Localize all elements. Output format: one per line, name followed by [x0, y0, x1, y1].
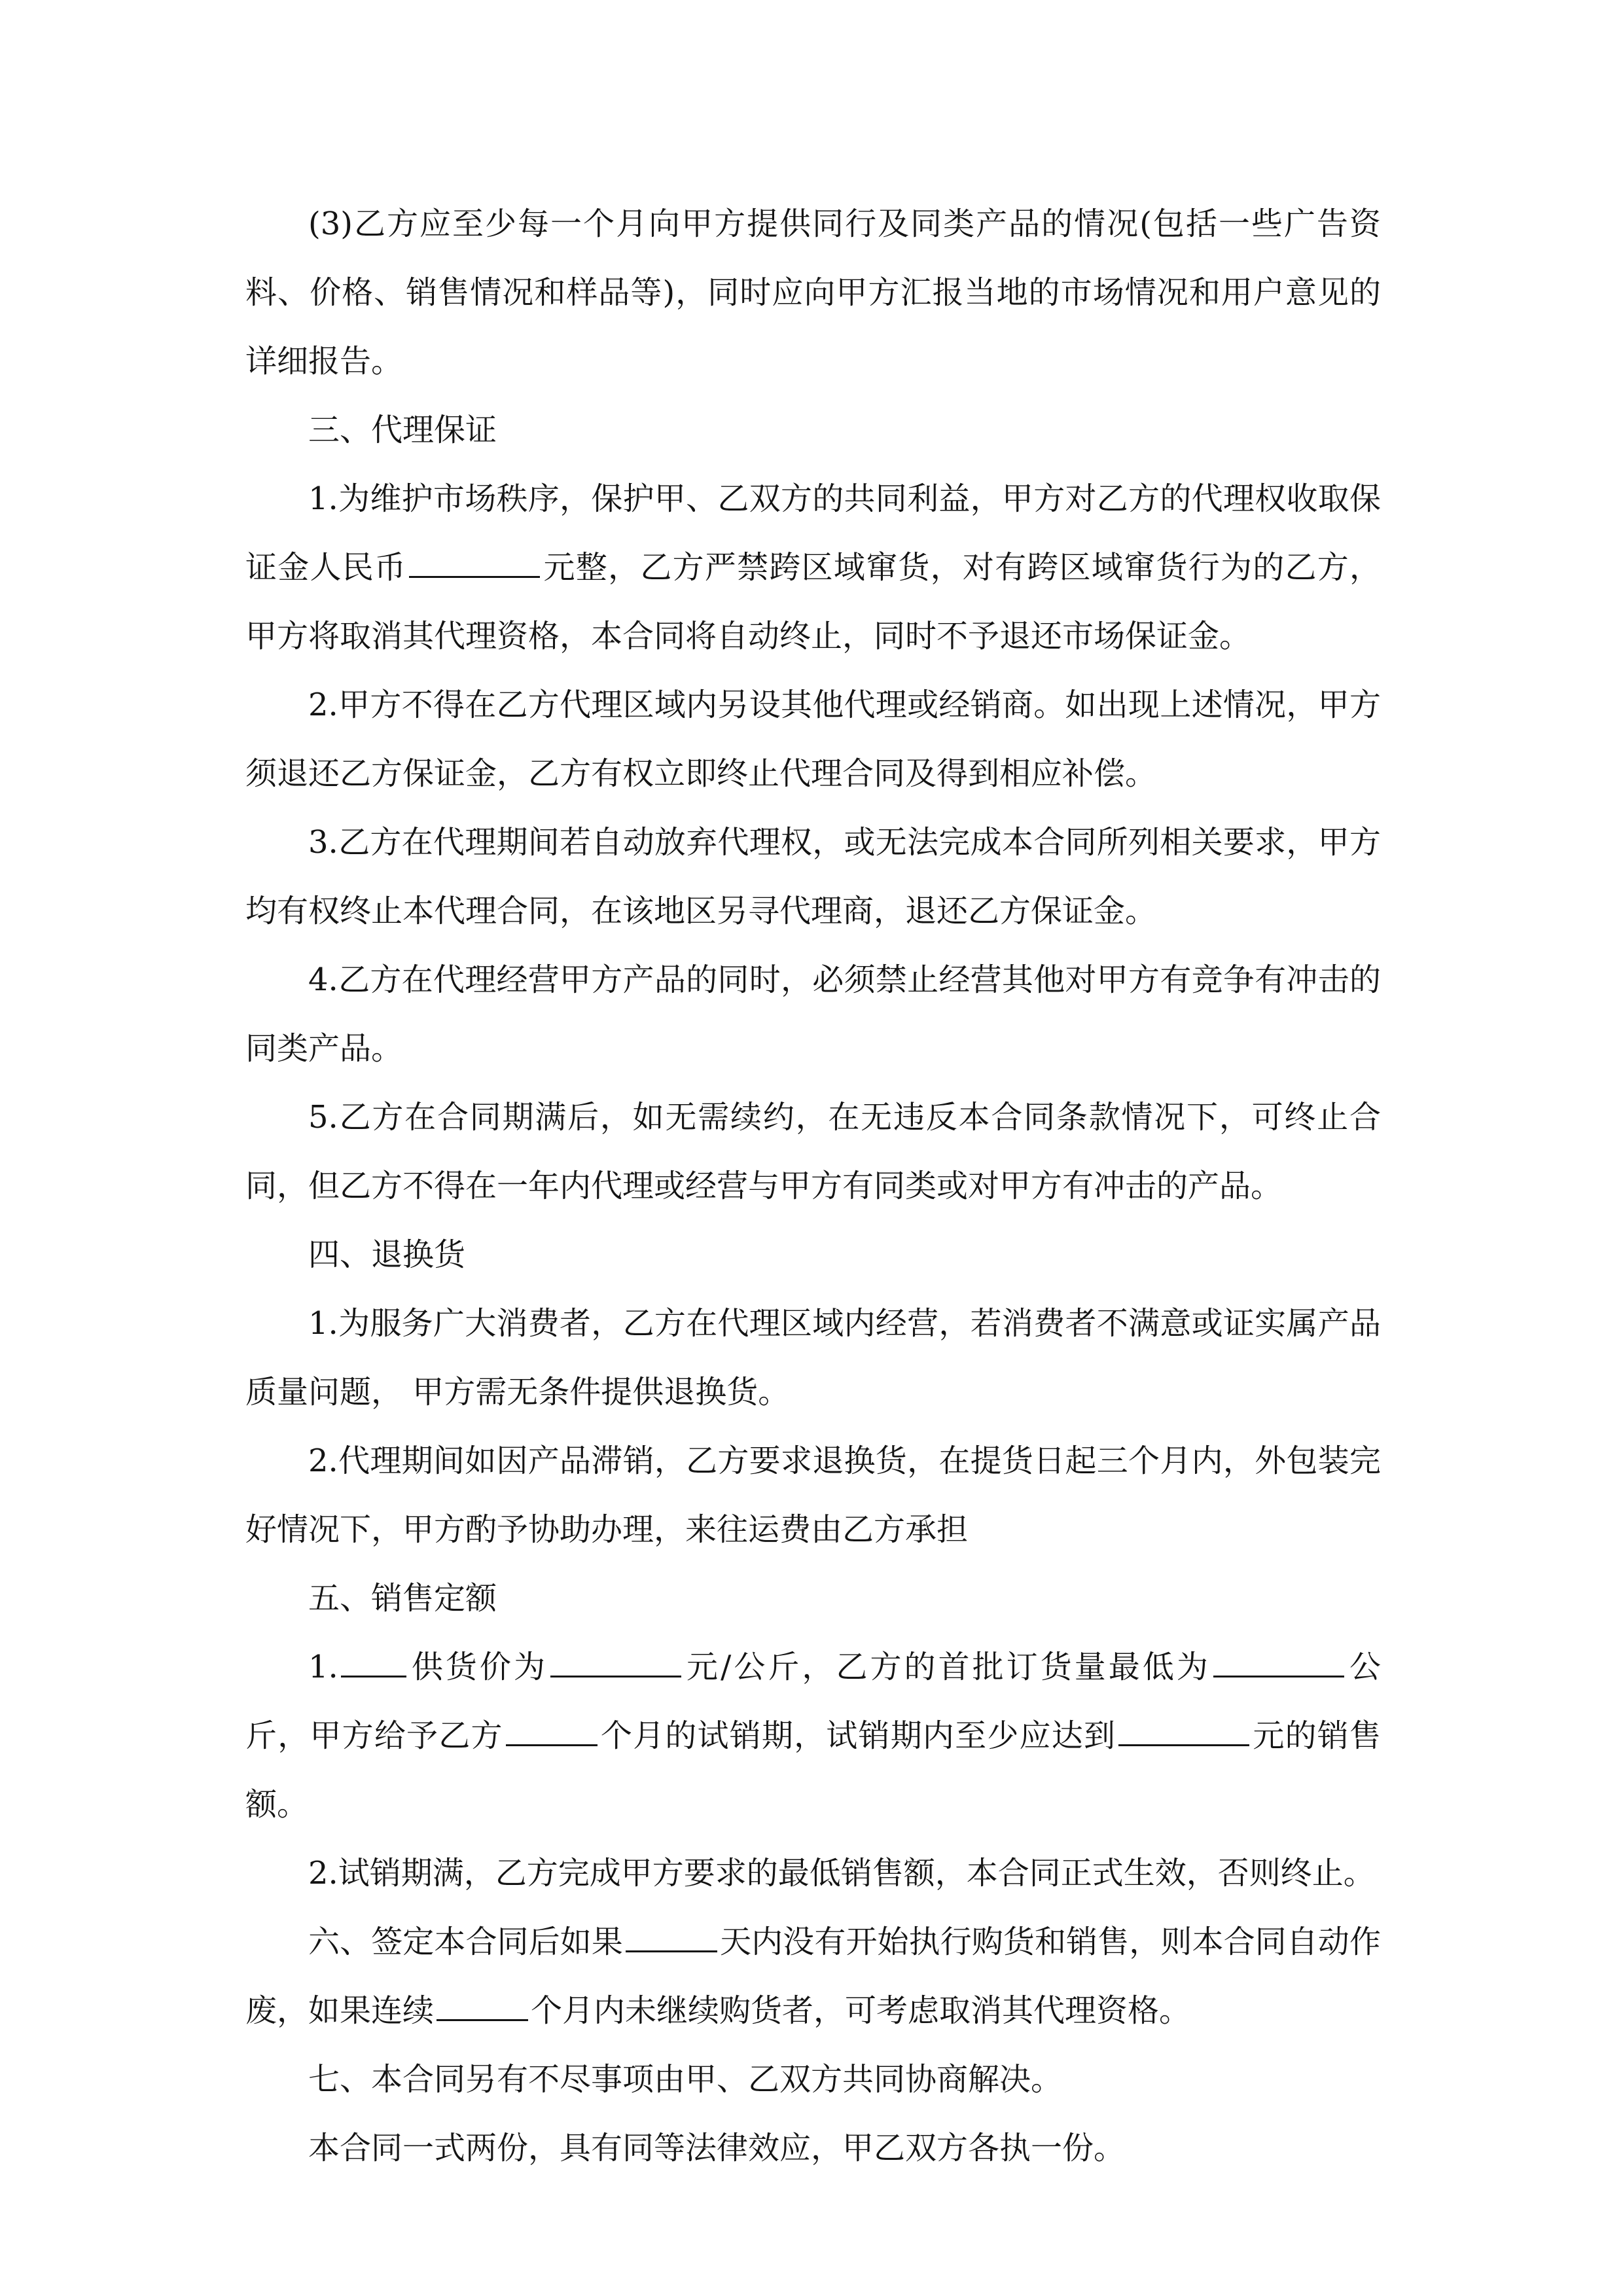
blank-trial-months: [506, 1715, 597, 1746]
blank-days: [626, 1922, 717, 1952]
blank-supply-price: [550, 1647, 681, 1677]
paragraph-guarantee-5: 5.乙方在合同期满后，如无需续约，在无违反本合同条款情况下，可终止合同，但乙方不得在一年内代理或经营与甲方有同类或对甲方有冲击的产品。: [245, 1099, 1381, 1204]
blank-first-order-qty: [1213, 1647, 1344, 1677]
paragraph-closing: 本合同一式两份，具有同等法律效应，甲乙双方各执一份。: [308, 2130, 1126, 2166]
blank-trial-sales-target: [1118, 1715, 1249, 1746]
paragraph-sales-quota-2: 2.试销期满，乙方完成甲方要求的最低销售额，本合同正式生效，否则终止。: [308, 1855, 1375, 1892]
paragraph-section-7: 七、本合同另有不尽事项由甲、乙双方共同协商解决。: [308, 2061, 1063, 2098]
contract-page: [245, 190, 1381, 2183]
blank-months: [437, 1990, 528, 2021]
paragraph-returns-1: 1.为服务广大消费者，乙方在代理区域内经营，若消费者不满意或证实属产品质量问题， 甲方需无条件提供退换货。: [245, 1305, 1381, 1410]
paragraph-item-3: (3)乙方应至少每一个月向甲方提供同行及同类产品的情况(包括一些广告资料、价格、销售情况和样品等)，同时应向甲方汇报当地的市场情况和用户意见的详细报告。: [245, 206, 1381, 380]
paragraph-guarantee-3: 3.乙方在代理期间若自动放弃代理权，或无法完成本合同所列相关要求，甲方均有权终止本代理合同，在该地区另寻代理商，退还乙方保证金。: [245, 824, 1381, 929]
paragraph-sales-quota-1: 1. 供货价为 元/公斤，乙方的首批订货量最低为 公斤，甲方给予乙方 个月的试销期，试销期内至少应达到 元的销售额。: [245, 1633, 1381, 1839]
blank-deposit-amount: [409, 547, 540, 578]
paragraph-section-6: 六、签定本合同后如果 天内没有开始执行购货和销售，则本合同自动作废，如果连续 个月内未继续购货者，可考虑取消其代理资格。: [245, 1908, 1381, 2045]
paragraph-guarantee-1: 1.为维护市场秩序，保护甲、乙双方的共同利益，甲方对乙方的代理权收取保证金人民币 元整，乙方严禁跨区域窜货，对有跨区域窜货行为的乙方，甲方将取消其代理资格，本合同将自动终止，同时不予退还市场保证金。: [245, 480, 1381, 655]
blank-product-name: [341, 1647, 406, 1677]
section-title-sales-quota: 五、销售定额: [308, 1580, 497, 1617]
section-title-returns: 四、退换货: [308, 1236, 466, 1273]
paragraph-guarantee-2: 2.甲方不得在乙方代理区域内另设其他代理或经销商。如出现上述情况，甲方须退还乙方保证金，乙方有权立即终止代理合同及得到相应补偿。: [245, 687, 1381, 792]
paragraph-guarantee-4: 4.乙方在代理经营甲方产品的同时，必须禁止经营其他对甲方有竞争有冲击的同类产品。: [245, 961, 1381, 1067]
paragraph-returns-2: 2.代理期间如因产品滞销，乙方要求退换货，在提货日起三个月内，外包装完好情况下，甲方酌予协助办理，来往运费由乙方承担: [245, 1443, 1381, 1548]
section-title-agency-guarantee: 三、代理保证: [308, 412, 497, 448]
